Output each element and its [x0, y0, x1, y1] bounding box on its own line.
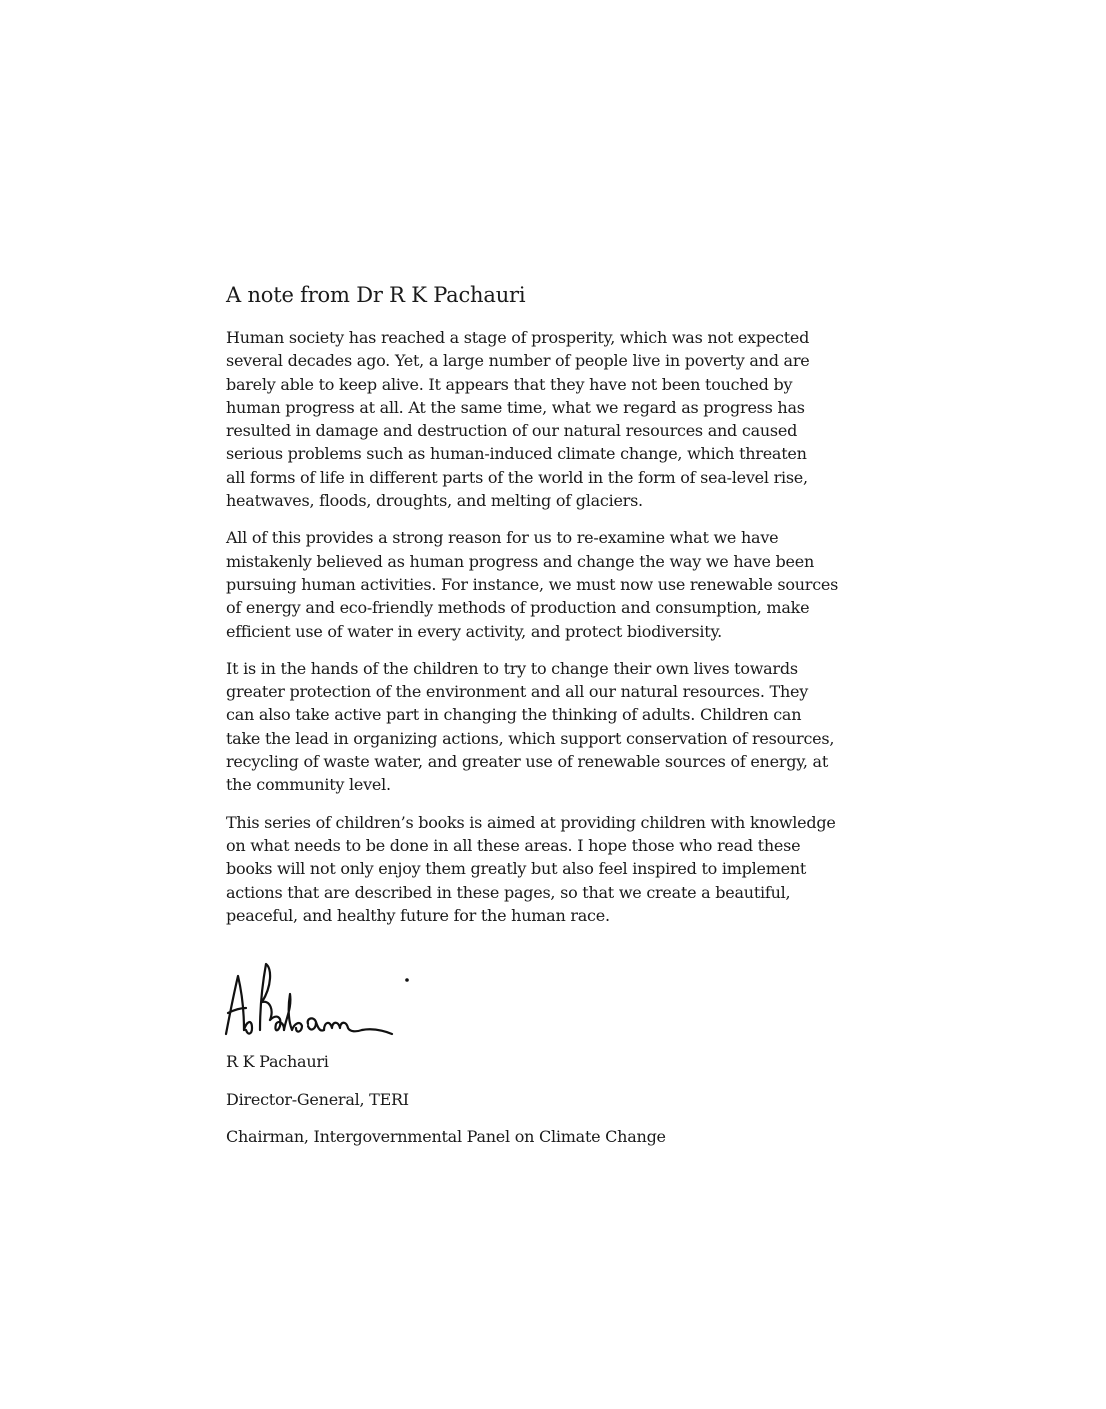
text-line: heatwaves, floods, droughts, and melting of glaciers.: [226, 491, 643, 511]
paragraph-2: [226, 526, 886, 642]
text-line: All of this provides a strong reason for us to re-examine what we have: [226, 528, 779, 548]
text-line: take the lead in organizing actions, which support conservation of resources,: [226, 728, 835, 748]
text-line: on what needs to be done in all these areas. I hope those who read these: [226, 835, 801, 855]
signatory-name: R K Pachauri: [226, 1052, 329, 1071]
text-line: Human society has reached a stage of prosperity, which was not expected: [226, 328, 810, 347]
text-line: books will not only enjoy them greatly but also feel inspired to implement: [226, 859, 807, 879]
text-line: efficient use of water in every activity, and protect biodiversity.: [226, 621, 722, 641]
text-line: human progress at all. At the same time, what we regard as progress has: [226, 397, 805, 417]
text-line: all forms of life in different parts of the world in the form of sea-level rise,: [226, 467, 808, 487]
text-line: the community level.: [226, 775, 391, 795]
text-line: several decades ago. Yet, a large number of people live in poverty and are: [226, 351, 810, 371]
text-line: mistakenly believed as human progress and change the way we have been: [226, 551, 815, 571]
text-line: recycling of waste water, and greater use of renewable sources of energy, at: [226, 752, 829, 772]
text-line: This series of children’s books is aimed at providing children with knowledge: [226, 812, 836, 832]
text-line: of energy and eco-friendly methods of production and consumption, make: [226, 598, 810, 618]
text-line: serious problems such as human-induced climate change, which threaten: [226, 444, 807, 464]
paragraph-3: [226, 657, 886, 797]
text-line: actions that are described in these pages, so that we create a beautiful,: [226, 882, 791, 902]
text-line: can also take active part in changing the thinking of adults. Children can: [226, 705, 802, 725]
text-line: barely able to keep alive. It appears that they have not been touched by: [226, 374, 793, 394]
paragraph-4: [226, 811, 886, 927]
handwritten-signature: [222, 958, 422, 1048]
signature-block: [226, 1050, 886, 1163]
text-line: It is in the hands of the children to try to change their own lives towards: [226, 658, 798, 678]
text-line: greater protection of the environment and all our natural resources. They: [226, 682, 809, 702]
signatory-role-chairman: Chairman, Intergovernmental Panel on Climate Change: [226, 1127, 666, 1146]
text-line: peaceful, and healthy future for the human race.: [226, 905, 610, 925]
text-line: pursuing human activities. For instance, we must now use renewable sources: [226, 574, 839, 594]
text-line: resulted in damage and destruction of our natural resources and caused: [226, 421, 798, 441]
note-title: A note from Dr R K Pachauri: [226, 283, 526, 307]
paragraph-1: [226, 326, 886, 512]
note-content: [226, 280, 886, 941]
signatory-role-director: Director-General, TERI: [226, 1089, 409, 1109]
